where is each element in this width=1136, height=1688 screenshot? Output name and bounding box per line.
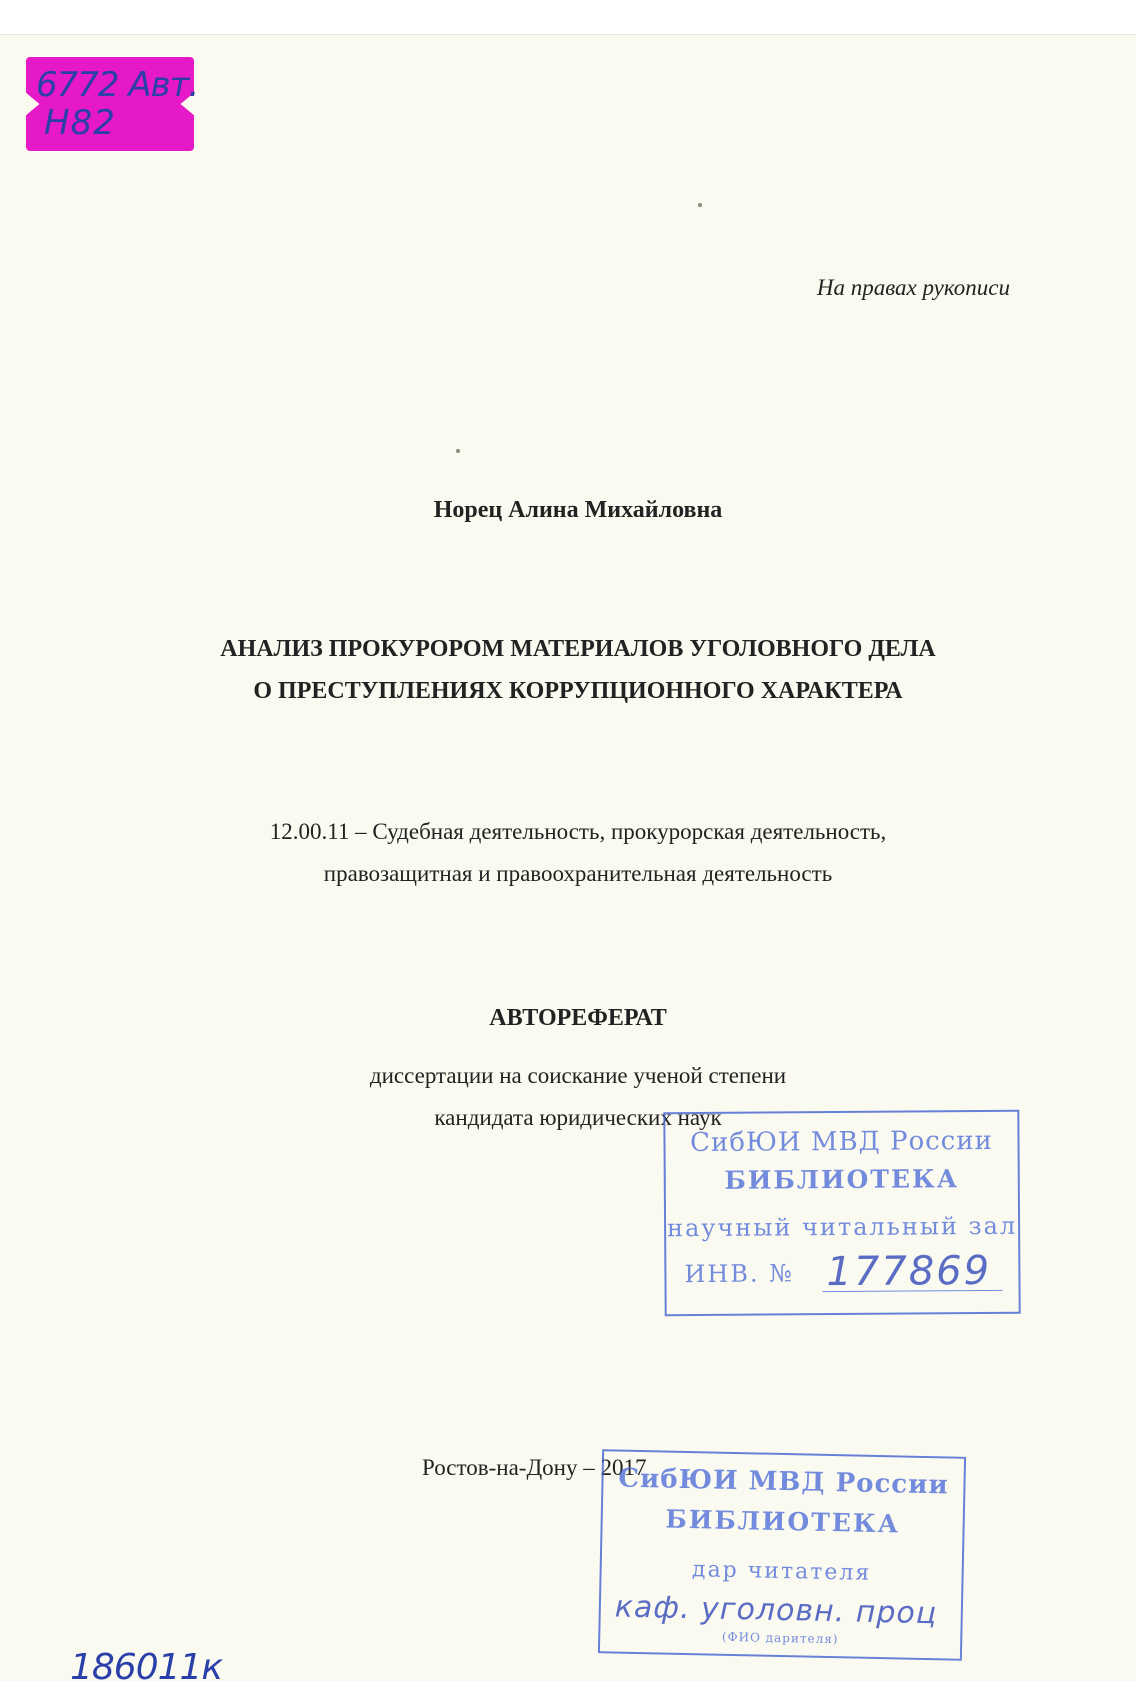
- specialty-line-1: 12.00.11 – Судебная деятельность, прокурорская деятельность,: [269, 819, 887, 844]
- stamp-inventory-label: ИНВ. №: [684, 1259, 794, 1289]
- stamp-org: СибЮИ МВД России: [689, 1125, 994, 1159]
- stamp-library: БИБЛИОТЕКА: [665, 1504, 901, 1539]
- paper-speck: [456, 449, 460, 453]
- title-line-1: АНАЛИЗ ПРОКУРОРОМ МАТЕРИАЛОВ УГОЛОВНОГО ДЕЛА: [220, 636, 936, 662]
- dissertation-title: [0, 628, 1136, 712]
- city-year: Ростов-на-Дону – 2017: [422, 1455, 647, 1480]
- author-name: Норец Алина Михайловна: [433, 497, 723, 523]
- manuscript-rights-note: На правах рукописи: [816, 275, 1010, 300]
- stamp-gift-label: дар читателя: [691, 1557, 872, 1586]
- abstract-heading: АВТОРЕФЕРАТ: [489, 1005, 667, 1031]
- paper-speck: [698, 203, 702, 207]
- gift-stamp: [598, 1449, 966, 1661]
- document-page: [0, 34, 1136, 1688]
- degree-line-2: кандидата юридических наук: [434, 1105, 722, 1130]
- handwritten-inventory-number: 186011к: [70, 1647, 223, 1688]
- call-number-line-2: Н82: [44, 103, 116, 143]
- stamp-donor-handwriting: каф. уголовн. проц: [614, 1589, 938, 1632]
- stamp-org: СибЮИ МВД России: [618, 1463, 950, 1501]
- specialty-code: [0, 811, 1136, 895]
- stamp-hall: научный читальный зал: [666, 1211, 1018, 1243]
- reading-room-stamp: [663, 1110, 1020, 1316]
- title-line-2: О ПРЕСТУПЛЕНИЯХ КОРРУПЦИОННОГО ХАРАКТЕРА: [253, 678, 903, 704]
- stamp-inventory-number: 177869: [826, 1247, 992, 1296]
- specialty-line-2: правозащитная и правоохранительная деятельность: [323, 861, 833, 886]
- stamp-library: БИБЛИОТЕКА: [724, 1164, 960, 1195]
- degree-line-1: диссертации на соискание ученой степени: [369, 1063, 787, 1088]
- stamp-donor-caption: (ФИО дарителя): [721, 1629, 839, 1647]
- call-number-line-1: 6772 Авт.: [36, 65, 199, 105]
